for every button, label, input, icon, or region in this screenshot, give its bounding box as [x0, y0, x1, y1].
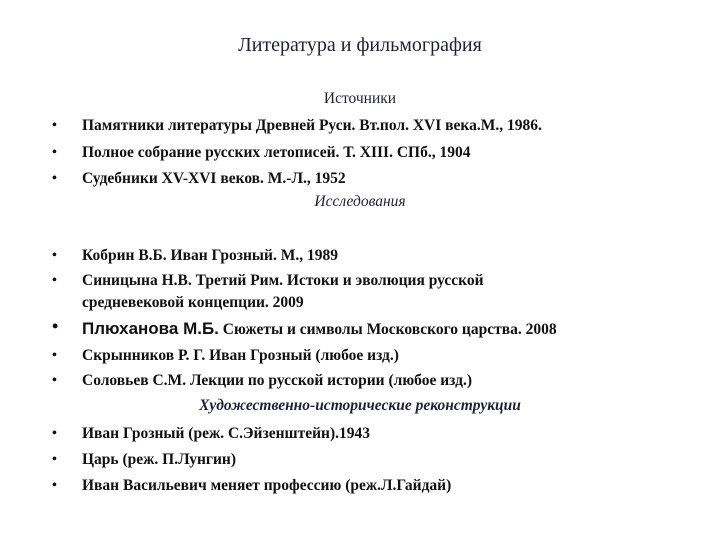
list-item-text: средневековой концепции. 2009: [82, 294, 304, 311]
bullet: •: [52, 426, 57, 441]
bullet: •: [52, 118, 57, 133]
bullet: •: [52, 171, 57, 186]
list-item-text: Судебники XV-XVI веков. М.-Л., 1952: [82, 170, 346, 187]
bullet: •: [52, 373, 57, 388]
bullet: •: [52, 452, 57, 467]
bullet: •: [52, 248, 57, 263]
section-heading-sources: Источники: [323, 90, 397, 107]
list-item-text: Иван Грозный (реж. С.Эйзенштейн).1943: [82, 425, 370, 442]
list-item-text: Иван Васильевич меняет профессию (реж.Л.Гайдай): [82, 477, 452, 494]
list-item-text: Царь (реж. П.Лунгин): [82, 451, 236, 468]
section-heading-films: Художественно-исторические реконструкции: [199, 397, 521, 414]
list-item-text: Синицына Н.В. Третий Рим. Истоки и эволюция русской: [82, 272, 484, 289]
list-item-text: Памятники литературы Древней Руси. Вт.пол. XVI века.М., 1986.: [82, 117, 542, 134]
bullet: •: [52, 316, 59, 336]
list-item-text: Соловьев С.М. Лекции по русской истории (любое изд.): [82, 372, 472, 389]
list-item-text: [82, 318, 682, 340]
author-name: Плюханова М.Б.: [82, 319, 219, 338]
book-title: Сюжеты и символы Московского царства. 2008: [222, 321, 557, 338]
bullet: •: [52, 478, 57, 493]
bullet: •: [52, 348, 57, 363]
bullet: •: [52, 145, 57, 160]
list-item-text: Полное собрание русских летописей. Т. XIII. СПб., 1904: [82, 144, 471, 161]
list-item-text: Скрынников Р. Г. Иван Грозный (любое изд.): [82, 347, 399, 364]
list-item-text: Кобрин В.Б. Иван Грозный. М., 1989: [82, 247, 338, 264]
bullet: •: [52, 273, 57, 288]
slide-title: Литература и фильмография: [238, 34, 482, 56]
section-heading-research: Исследования: [314, 193, 406, 210]
